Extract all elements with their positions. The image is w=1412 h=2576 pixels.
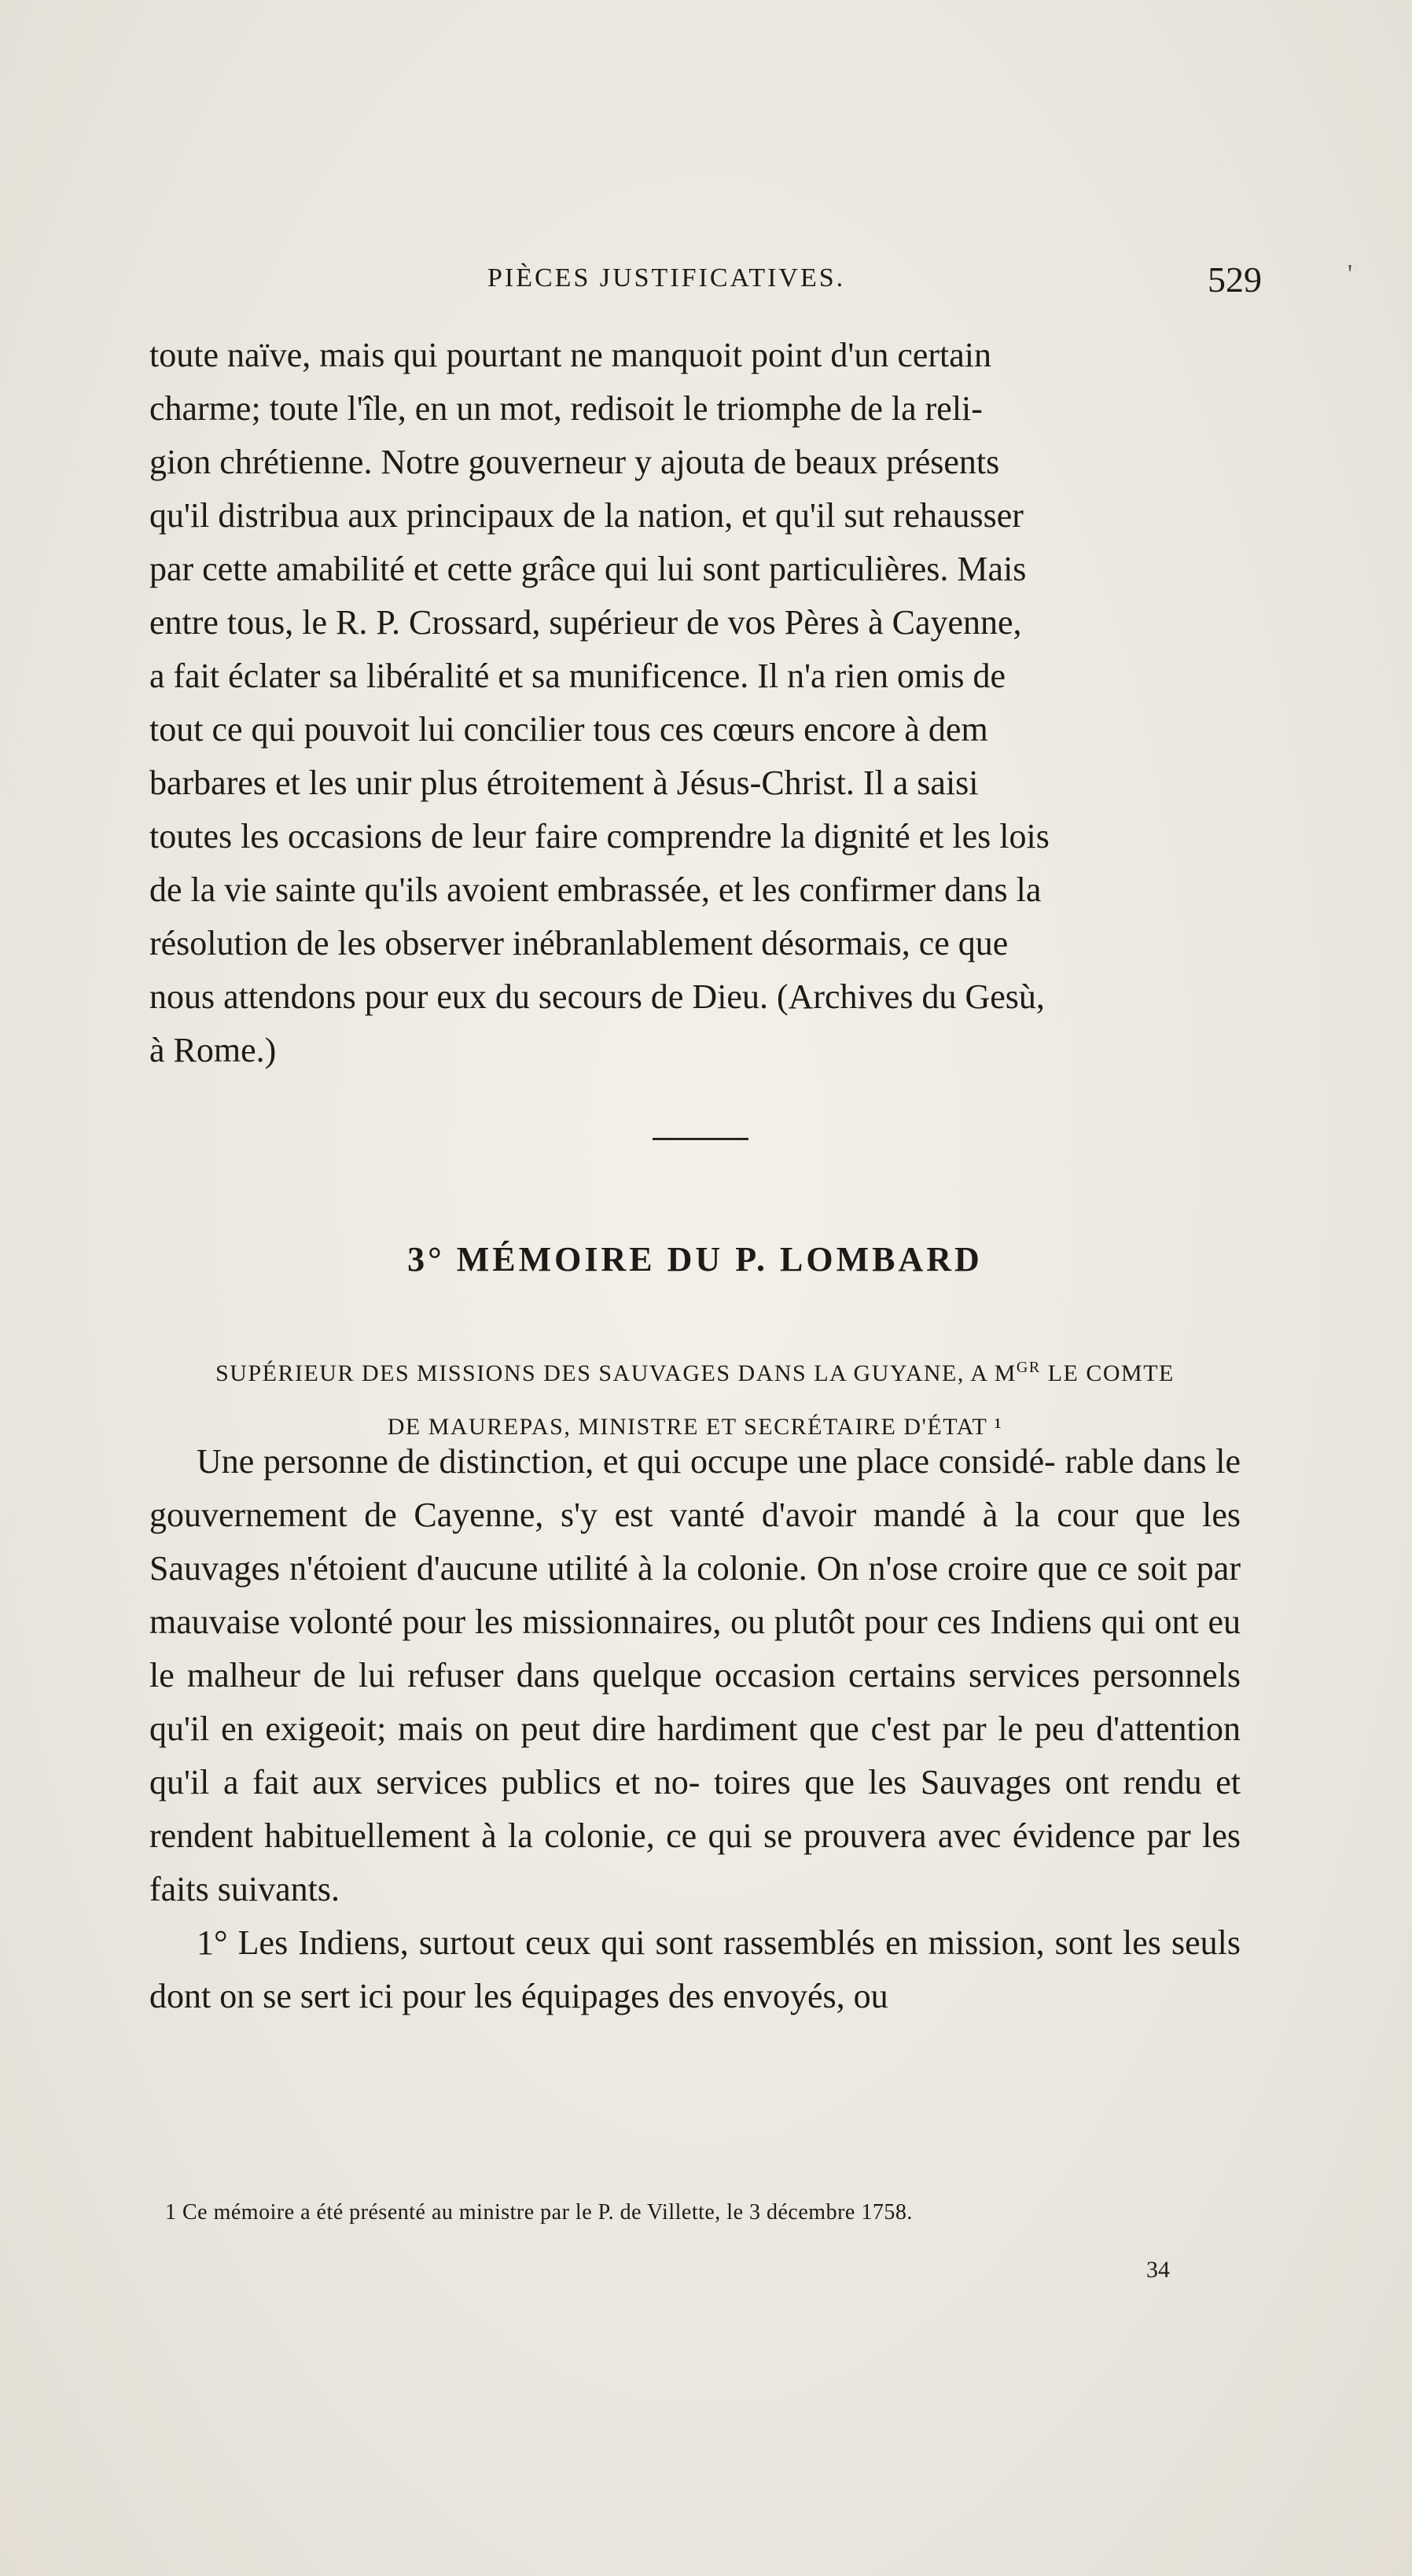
continued-text (149, 329, 1241, 1077)
text-line: à Rome.) (149, 1031, 277, 1069)
text-line: entre tous, le R. P. Crossard, supérieur de vos Pères à Cayenne, (149, 603, 1022, 642)
section-title: 3° MÉMOIRE DU P. LOMBARD (407, 1240, 983, 1279)
signature-mark: 34 (1146, 2257, 1170, 2283)
text-line: charme; toute l'île, en un mot, redisoit le triomphe de la reli- (149, 389, 983, 428)
text-line: nous attendons pour eux du secours de Dieu. (Archives du Gesù, (149, 977, 1045, 1016)
text-line: tout ce qui pouvoit lui concilier tous ces cœurs encore à dem (149, 710, 988, 749)
margin-mark: ' (1348, 259, 1353, 289)
text-line: gion chrétienne. Notre gouverneur y ajouta de beaux présents (149, 443, 1000, 481)
footnote: 1 Ce mémoire a été présenté au ministre par le P. de Villette, le 3 décembre 1758. (165, 2200, 913, 2225)
text-line: par cette amabilité et cette grâce qui lui sont particulières. Mais (149, 550, 1027, 588)
text-line: barbares et les unir plus étroitement à Jésus-Christ. Il a saisi (149, 764, 979, 802)
page-header (440, 259, 1329, 311)
text-line: de la vie sainte qu'ils avoient embrassée, et les confirmer dans la (149, 870, 1042, 909)
section-divider (653, 1138, 748, 1140)
text-line: toute naïve, mais qui pourtant ne manquoit point d'un certain (149, 336, 992, 374)
paragraph: Une personne de distinction, et qui occupe une place considé- rable dans le gouvernement de Cayenne, s'y est vanté d'avoir mandé à la cour que les Sauvages n'étoient d'aucune utilité à la colonie. On n'ose croire que ce soit par mauvaise volonté pour les missionnaires, ou plutôt pour ces Indiens qui ont eu le malheur de lui refuser dans quelque occasion certains services personnels qu'il en exigeoit; mais on peut dire hardiment que c'est par le peu d'attention qu'il a fait aux services publics et no- toires que les Sauvages ont rendu et rendent habituellement à la colonie, ce qui se prouvera avec évidence par les faits suivants. (149, 1442, 1241, 1908)
text-line: toutes les occasions de leur faire comprendre la dignité et les lois (149, 817, 1050, 856)
subtitle-line-2: DE MAUREPAS, MINISTRE ET SECRÉTAIRE D'ÉTAT ¹ (387, 1414, 1003, 1440)
page-number: 529 (1208, 259, 1262, 300)
text-line: résolution de les observer inébranlablement désormais, ce que (149, 924, 1009, 962)
running-head: PIÈCES JUSTIFICATIVES. (487, 263, 846, 293)
paragraph: 1° Les Indiens, surtout ceux qui sont rassemblés en mission, sont les seuls dont on se sert ici pour les équipages des envoyés, ou (149, 1923, 1241, 2015)
text-line: a fait éclater sa libéralité et sa munificence. Il n'a rien omis de (149, 657, 1006, 695)
subtitle-line-1: SUPÉRIEUR DES MISSIONS DES SAUVAGES DANS LA GUYANE, A $M^{GR}$ LE COMTE (215, 1359, 1175, 1386)
memo-text (149, 1435, 1241, 2023)
text-line: qu'il distribua aux principaux de la nation, et qu'il sut rehausser (149, 496, 1024, 535)
